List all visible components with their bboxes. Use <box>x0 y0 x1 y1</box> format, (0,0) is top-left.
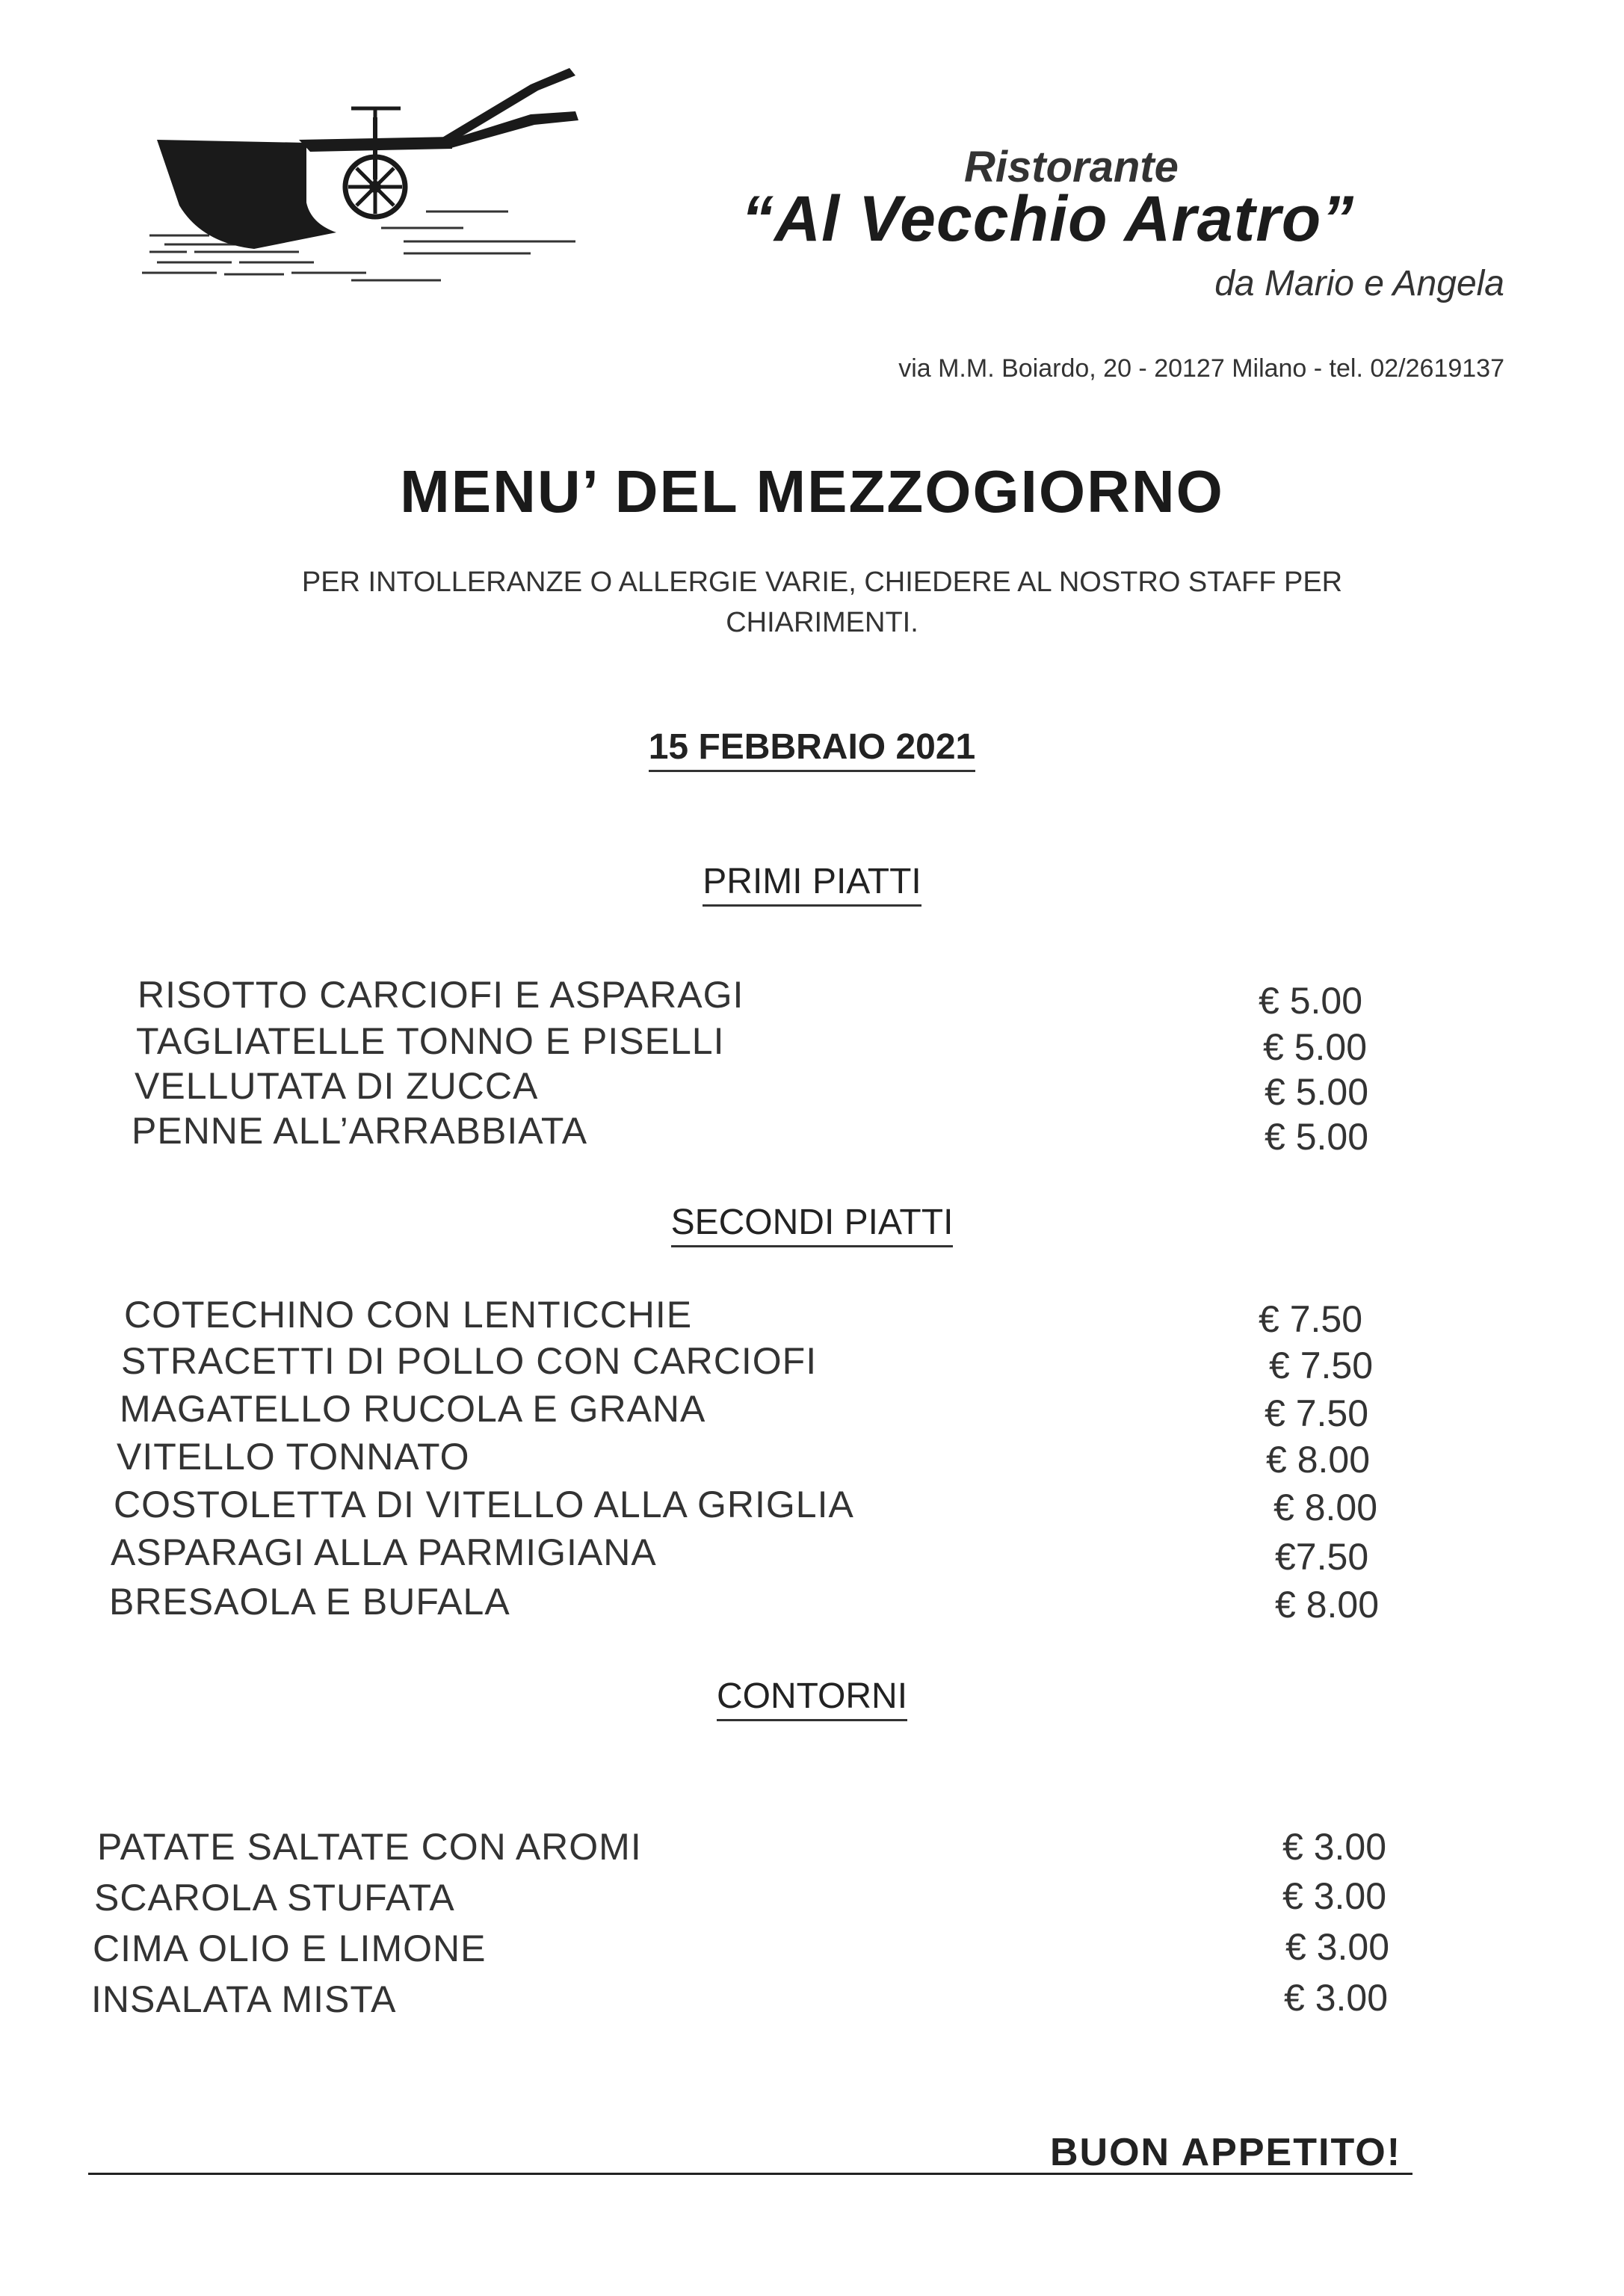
dish-name: PATATE SALTATE CON AROMI <box>97 1826 642 1868</box>
dish-name: TAGLIATELLE TONNO E PISELLI <box>136 1020 725 1062</box>
restaurant-address: via M.M. Boiardo, 20 - 20127 Milano - tel. 02/2619137 <box>898 354 1504 383</box>
dish-price: € 3.00 <box>1282 1875 1387 1917</box>
dish-price: € 3.00 <box>1285 1926 1390 1968</box>
dish-name: VITELLO TONNATO <box>117 1436 470 1478</box>
restaurant-label: Ristorante <box>964 143 1179 191</box>
dish-name: INSALATA MISTA <box>91 1978 397 2020</box>
dish-price: € 5.00 <box>1263 1026 1368 1068</box>
dish-name: PENNE ALL’ARRABBIATA <box>132 1110 588 1152</box>
menu-date-text: 15 FEBBRAIO 2021 <box>649 727 976 772</box>
plough-logo-icon <box>142 56 620 303</box>
restaurant-owners: da Mario e Angela <box>1214 264 1504 303</box>
menu-date <box>0 726 1624 768</box>
section-title-secondi <box>0 1202 1624 1243</box>
dish-name: COTECHINO CON LENTICCHIE <box>124 1294 693 1336</box>
dish-name: SCAROLA STUFATA <box>94 1877 455 1919</box>
section-title-primi <box>0 861 1624 902</box>
dish-name: STRACETTI DI POLLO CON CARCIOFI <box>121 1340 818 1382</box>
dish-price: € 8.00 <box>1273 1487 1378 1528</box>
dish-name: ASPARAGI ALLA PARMIGIANA <box>111 1531 657 1573</box>
dish-name: BRESAOLA E BUFALA <box>109 1581 510 1623</box>
dish-name: RISOTTO CARCIOFI E ASPARAGI <box>138 974 744 1016</box>
dish-name: MAGATELLO RUCOLA E GRANA <box>120 1388 706 1430</box>
dish-price: € 3.00 <box>1284 1977 1389 2019</box>
section-title-text: SECONDI PIATTI <box>671 1203 954 1247</box>
closing-text: BUON APPETITO! <box>1050 2131 1402 2174</box>
dish-price: € 5.00 <box>1259 980 1363 1022</box>
menu-title: MENU’ DEL MEZZOGIORNO <box>400 458 1224 525</box>
dish-price: €7.50 <box>1275 1536 1369 1578</box>
dish-price: € 7.50 <box>1265 1392 1369 1434</box>
dish-price: € 7.50 <box>1269 1345 1374 1386</box>
section-title-text: CONTORNI <box>717 1676 907 1721</box>
dish-price: € 5.00 <box>1265 1116 1369 1158</box>
dish-name: CIMA OLIO E LIMONE <box>93 1928 487 1969</box>
dish-price: € 7.50 <box>1259 1298 1363 1340</box>
dish-price: € 3.00 <box>1282 1826 1387 1868</box>
section-title-contorni <box>0 1676 1624 1717</box>
section-title-text: PRIMI PIATTI <box>703 862 921 907</box>
dish-price: € 5.00 <box>1265 1071 1369 1113</box>
dish-price: € 8.00 <box>1275 1584 1380 1626</box>
dish-name: VELLUTATA DI ZUCCA <box>135 1065 539 1107</box>
allergy-notice: PER INTOLLERANZE O ALLERGIE VARIE, CHIEDERE AL NOSTRO STAFF PER CHIARIMENTI. <box>301 567 1343 638</box>
dish-price: € 8.00 <box>1266 1439 1371 1481</box>
restaurant-name: “Al Vecchio Aratro” <box>741 183 1355 255</box>
dish-name: COSTOLETTA DI VITELLO ALLA GRIGLIA <box>114 1484 854 1525</box>
